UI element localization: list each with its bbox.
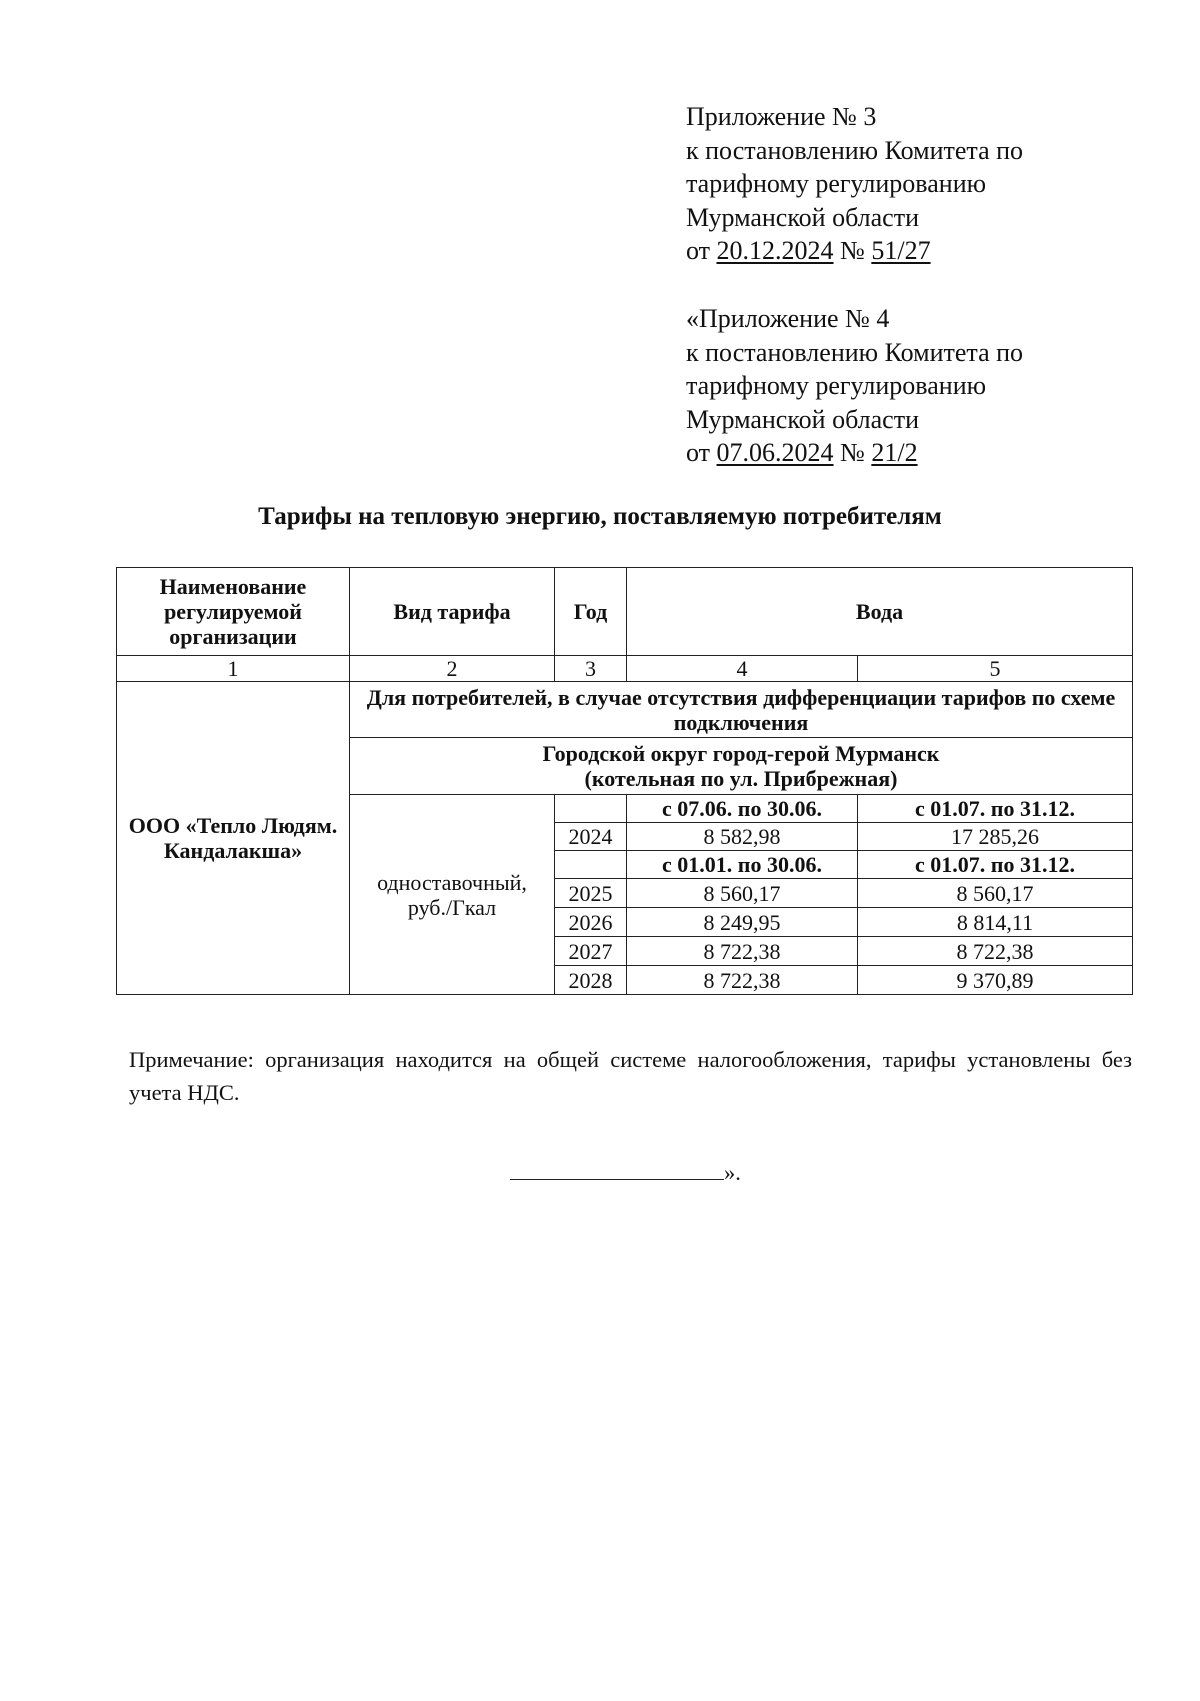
row-value-h1: 8 722,38	[627, 937, 858, 966]
column-number-3: 3	[555, 656, 627, 682]
period-2024-h1: с 07.06. по 30.06.	[627, 795, 858, 823]
column-number-5: 5	[858, 656, 1133, 682]
column-number-2: 2	[350, 656, 555, 682]
appendix-amended-line2: к постановлению Комитета по	[686, 337, 1024, 367]
appendix-current-line3: тарифному регулированию	[686, 169, 987, 198]
year-empty-cell	[555, 795, 627, 823]
date-prefix: от	[686, 236, 717, 265]
date-prefix: от	[686, 438, 717, 467]
appendix-amended-date: 07.06.2024	[716, 438, 834, 467]
location	[350, 738, 1133, 795]
appendix-current	[686, 100, 1156, 268]
column-number-4: 4	[627, 656, 858, 682]
header-tariff-type: Вид тарифа	[350, 568, 555, 656]
header-organization: Наименование регулируемой организации	[117, 568, 350, 656]
row-value-h2: 17 285,26	[858, 823, 1133, 851]
organization-name: ООО «Тепло Людям. Кандалакша»	[117, 682, 350, 995]
period-2024-h2: с 01.07. по 31.12.	[858, 795, 1133, 823]
row-year: 2025	[555, 879, 627, 908]
consumer-group: Для потребителей, в случае отсутствия дифференциации тарифов по схеме подключения	[350, 682, 1133, 738]
row-value-h1: 8 722,38	[627, 966, 858, 995]
appendix-amended-line1: «Приложение № 4	[686, 304, 890, 333]
appendix-current-date: 20.12.2024	[716, 236, 834, 265]
appendix-amended-date-line	[686, 436, 1156, 470]
column-number-1: 1	[117, 656, 350, 682]
header-water: Вода	[627, 568, 1133, 656]
number-prefix: №	[833, 236, 872, 265]
appendix-current-line1: Приложение № 3	[686, 102, 877, 131]
appendix-amended	[686, 302, 1156, 470]
note: Примечание: организация находится на общей системе налогообложения, тарифы установлены без учета НДС.	[129, 1047, 1132, 1105]
row-value-h2: 8 814,11	[858, 908, 1133, 937]
appendix-current-number: 51/27	[871, 236, 931, 265]
row-year: 2024	[555, 823, 627, 851]
row-year: 2028	[555, 966, 627, 995]
appendix-amended-line4: Мурманской области	[686, 404, 919, 434]
appendix-amended-line3: тарифному регулированию	[686, 371, 987, 400]
year-empty-cell	[555, 851, 627, 879]
closing-quote: ».	[724, 1160, 741, 1185]
row-year: 2027	[555, 937, 627, 966]
row-value-h1: 8 560,17	[627, 879, 858, 908]
appendix-current-line4: Мурманской области	[686, 202, 919, 232]
closing-line	[510, 1160, 741, 1186]
location-line2: (котельная по ул. Прибрежная)	[584, 766, 898, 791]
period-h1: с 01.01. по 30.06.	[627, 851, 858, 879]
row-value-h1: 8 249,95	[627, 908, 858, 937]
signature-rule	[510, 1161, 724, 1180]
tariff-table	[116, 567, 1133, 995]
row-year: 2026	[555, 908, 627, 937]
appendix-current-line2: к постановлению Комитета по	[686, 135, 1024, 165]
period-h2: с 01.07. по 31.12.	[858, 851, 1133, 879]
row-value-h1: 8 582,98	[627, 823, 858, 851]
header-year: Год	[555, 568, 627, 656]
number-prefix: №	[833, 438, 872, 467]
appendix-current-date-line	[686, 234, 1156, 268]
row-value-h2: 8 722,38	[858, 937, 1133, 966]
tariff-type: одноставочный, руб./Гкал	[350, 795, 555, 995]
appendix-amended-number: 21/2	[871, 438, 918, 467]
location-line1: Городской округ город-герой Мурманск	[542, 741, 940, 766]
document-title: Тарифы на тепловую энергию, поставляемую потребителям	[258, 503, 942, 530]
row-value-h2: 9 370,89	[858, 966, 1133, 995]
row-value-h2: 8 560,17	[858, 879, 1133, 908]
